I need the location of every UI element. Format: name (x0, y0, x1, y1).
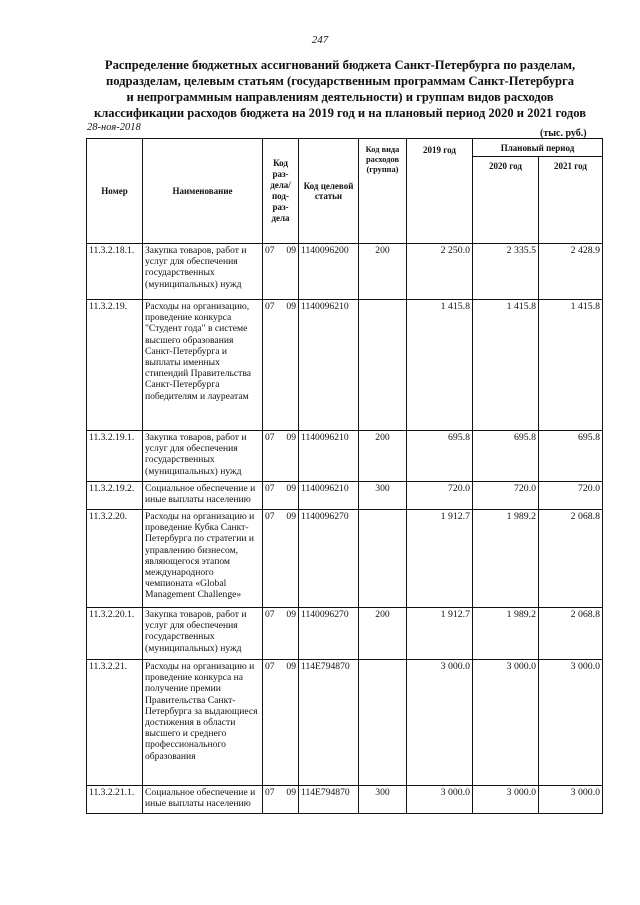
row-2019: 3 000.0 (407, 786, 473, 814)
row-target: 114Е794870 (299, 786, 359, 814)
row-2019: 1 415.8 (407, 300, 473, 431)
row-section: 07 (263, 786, 283, 814)
row-subsection: 09 (283, 300, 299, 431)
row-section: 07 (263, 660, 283, 786)
row-2020: 2 335.5 (473, 244, 539, 300)
row-name: Социальное обеспечение и иные выплаты населению (143, 786, 263, 814)
row-name: Закупка товаров, работ и услуг для обеспечения государственных (муниципальных) нужд (143, 431, 263, 482)
title-line: классификации расходов бюджета на 2019 год и на плановый период 2020 и 2021 годов (93, 106, 587, 120)
row-section: 07 (263, 300, 283, 431)
row-number: 11.3.2.21. (87, 660, 143, 786)
row-2021: 3 000.0 (539, 660, 603, 786)
row-subsection: 09 (283, 431, 299, 482)
header-name: Наименование (143, 139, 263, 244)
row-2020: 1 989.2 (473, 510, 539, 608)
table-row (87, 244, 603, 300)
row-2020: 3 000.0 (473, 786, 539, 814)
row-2019: 2 250.0 (407, 244, 473, 300)
row-target: 1140096200 (299, 244, 359, 300)
row-group (359, 660, 407, 786)
header-section-code: Код раз- дела/ под- раз- дела (263, 139, 299, 244)
row-group: 200 (359, 431, 407, 482)
row-section: 07 (263, 244, 283, 300)
row-2021: 2 068.8 (539, 510, 603, 608)
row-2019: 720.0 (407, 482, 473, 510)
document-title (80, 57, 600, 121)
header-target-code: Код целевой статьи (299, 139, 359, 244)
row-number: 11.3.2.18.1. (87, 244, 143, 300)
row-group: 200 (359, 608, 407, 660)
header-2020: 2020 год (473, 157, 539, 244)
row-2019: 1 912.7 (407, 510, 473, 608)
title-line: и непрограммным направлениям деятельности) и группам видов расходов (126, 90, 554, 104)
header-group-code: Код вида расходов (группа) (359, 139, 407, 244)
table-row (87, 510, 603, 608)
title-line: Распределение бюджетных ассигнований бюджета Санкт-Петербурга по разделам, (104, 58, 576, 72)
row-subsection: 09 (283, 660, 299, 786)
row-target: 1140096210 (299, 482, 359, 510)
row-subsection: 09 (283, 244, 299, 300)
row-2019: 695.8 (407, 431, 473, 482)
row-section: 07 (263, 510, 283, 608)
row-name: Закупка товаров, работ и услуг для обеспечения государственных (муниципальных) нужд (143, 608, 263, 660)
row-2020: 3 000.0 (473, 660, 539, 786)
row-name: Расходы на организацию, проведение конкурса "Студент года" в системе высшего образования Санкт-Петербурга и выплаты именных стипендий Правительства Санкт-Петербурга победителям и лауреатам (143, 300, 263, 431)
row-2019: 3 000.0 (407, 660, 473, 786)
header-plan-period: Плановый период (473, 139, 603, 157)
row-name: Расходы на организацию и проведение Кубка Санкт-Петербурга по стратегии и управлению бизнесом, являющегося этапом международного чемпионата «Global Management Challenge» (143, 510, 263, 608)
row-group: 300 (359, 786, 407, 814)
table-row (87, 300, 603, 431)
table-row (87, 608, 603, 660)
row-group: 200 (359, 244, 407, 300)
row-name: Расходы на организацию и проведение конкурса на получение премии Правительства Санкт-Петербурга за выдающиеся достижения в области высшего и среднего профессионального образования (143, 660, 263, 786)
row-number: 11.3.2.19.1. (87, 431, 143, 482)
table-row (87, 431, 603, 482)
row-2020: 720.0 (473, 482, 539, 510)
row-2021: 2 068.8 (539, 608, 603, 660)
row-subsection: 09 (283, 786, 299, 814)
row-2021: 720.0 (539, 482, 603, 510)
row-target: 1140096270 (299, 510, 359, 608)
page-number: 247 (311, 34, 329, 46)
header-2021: 2021 год (539, 157, 603, 244)
row-subsection: 09 (283, 482, 299, 510)
row-target: 1140096270 (299, 608, 359, 660)
row-2021: 3 000.0 (539, 786, 603, 814)
row-number: 11.3.2.20. (87, 510, 143, 608)
row-name: Закупка товаров, работ и услуг для обеспечения государственных (муниципальных) нужд (143, 244, 263, 300)
budget-table (86, 138, 603, 814)
row-number: 11.3.2.20.1. (87, 608, 143, 660)
row-target: 1140096210 (299, 431, 359, 482)
row-subsection: 09 (283, 608, 299, 660)
table-row (87, 482, 603, 510)
row-group: 300 (359, 482, 407, 510)
row-2021: 695.8 (539, 431, 603, 482)
row-name: Социальное обеспечение и иные выплаты населению (143, 482, 263, 510)
row-2020: 1 989.2 (473, 608, 539, 660)
header-number: Номер (87, 139, 143, 244)
row-group (359, 510, 407, 608)
row-number: 11.3.2.19. (87, 300, 143, 431)
row-number: 11.3.2.19.2. (87, 482, 143, 510)
row-2019: 1 912.7 (407, 608, 473, 660)
row-2021: 1 415.8 (539, 300, 603, 431)
table-row (87, 660, 603, 786)
row-2020: 695.8 (473, 431, 539, 482)
header-2019: 2019 год (407, 139, 473, 244)
row-subsection: 09 (283, 510, 299, 608)
row-target: 1140096210 (299, 300, 359, 431)
row-section: 07 (263, 482, 283, 510)
row-target: 114Е794870 (299, 660, 359, 786)
title-line: подразделам, целевым статьям (государственным программам Санкт-Петербурга (105, 74, 575, 88)
row-2020: 1 415.8 (473, 300, 539, 431)
row-group (359, 300, 407, 431)
row-section: 07 (263, 431, 283, 482)
row-number: 11.3.2.21.1. (87, 786, 143, 814)
units-label: (тыс. руб.) (540, 128, 587, 139)
row-section: 07 (263, 608, 283, 660)
table-row (87, 786, 603, 814)
row-2021: 2 428.9 (539, 244, 603, 300)
document-date: 28-ноя-2018 (87, 122, 141, 133)
